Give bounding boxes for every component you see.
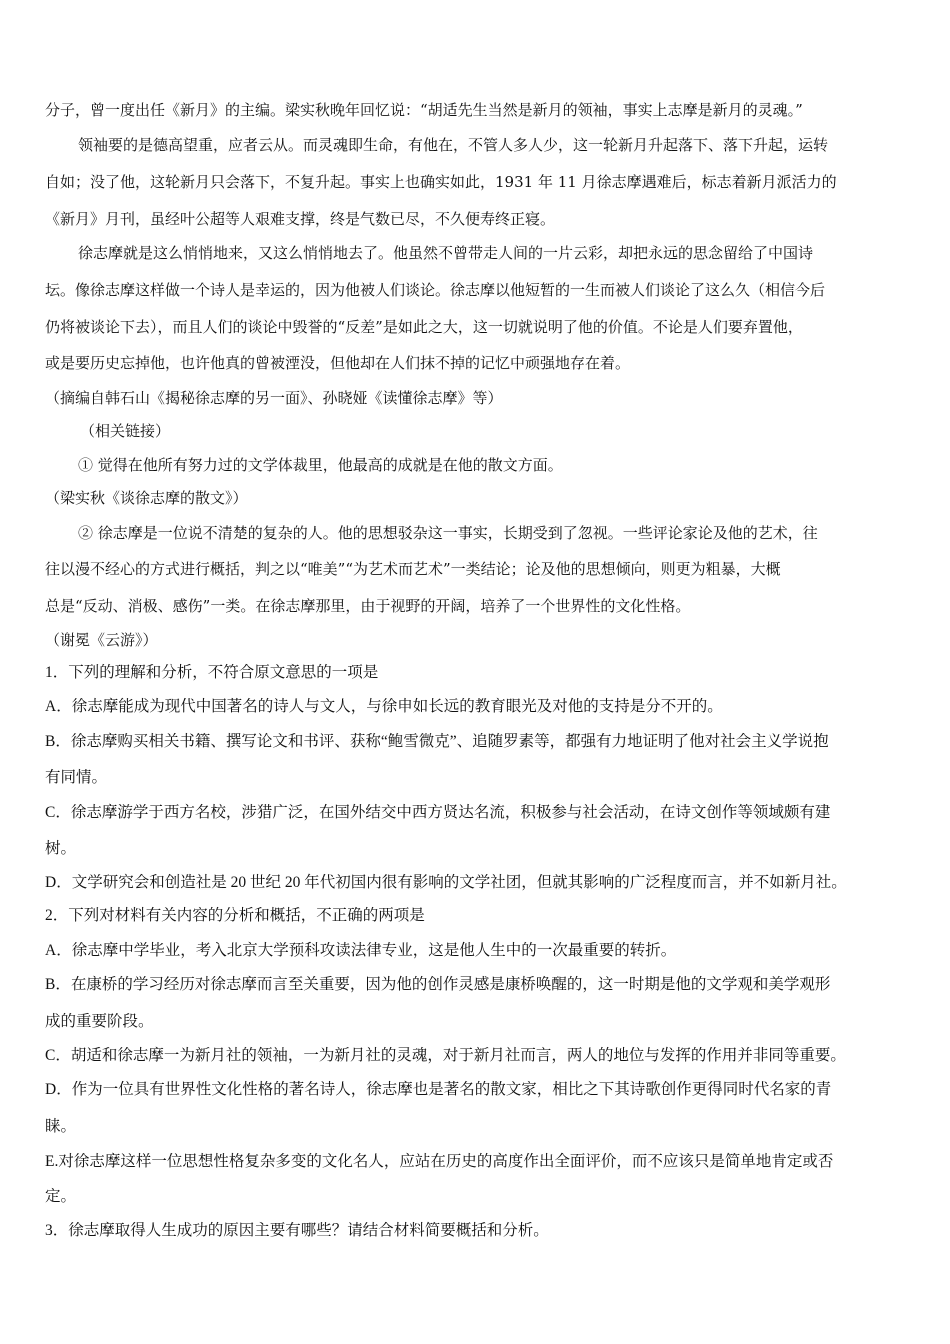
question-2-option-d: 睐。 — [45, 1118, 77, 1135]
related-link-2: 总是“反动、消极、感伤”一类。在徐志摩那里，由于视野的开阔，培养了一个世界性的文化性格。 — [45, 597, 691, 615]
passage-line: 自如；没了他，这轮新月只会落下，不复升起。事实上也确实如此，1931 年 11 月徐志摩遇难后，标志着新月派活力的 — [45, 173, 837, 191]
passage-line: 仍将被谈论下去），而且人们的谈论中毁誉的“反差”是如此之大，这一切就说明了他的价值。不论是人们要弃置他， — [45, 318, 803, 336]
passage-line: 坛。像徐志摩这样做一个诗人是幸运的，因为他被人们谈论。徐志摩以他短暂的一生而被人们谈论了这么久（相信今后 — [45, 281, 826, 299]
question-2-option-e: 定。 — [45, 1188, 77, 1205]
related-link-1-source: （梁实秋《谈徐志摩的散文》） — [45, 489, 248, 507]
question-2-option-d: D．作为一位具有世界性文化性格的著名诗人，徐志摩也是著名的散文家，相比之下其诗歌创作更得同时代名家的青 — [45, 1081, 832, 1098]
passage-line: 徐志摩就是这么悄悄地来，又这么悄悄地去了。他虽然不曾带走人间的一片云彩，却把永远的思念留给了中国诗 — [78, 244, 814, 262]
question-3-stem: 3．徐志摩取得人生成功的原因主要有哪些？请结合材料简要概括和分析。 — [45, 1222, 549, 1239]
question-2-option-b: 成的重要阶段。 — [45, 1013, 154, 1030]
question-1-option-c: C．徐志摩游学于西方名校，涉猎广泛，在国外结交中西方贤达名流，积极参与社会活动，在诗文创作等领域颇有建 — [45, 804, 831, 821]
question-1-stem: 1．下列的理解和分析，不符合原文意思的一项是 — [45, 664, 379, 681]
question-2-option-c: C．胡适和徐志摩一为新月社的领袖，一为新月社的灵魂，对于新月社而言，两人的地位与发挥的作用并非同等重要。 — [45, 1047, 846, 1064]
question-1-option-c: 树。 — [45, 840, 77, 857]
question-2-stem: 2．下列对材料有关内容的分析和概括，不正确的两项是 — [45, 907, 425, 924]
related-link-2-source: （谢冕《云游》） — [45, 631, 158, 649]
question-2-option-b: B．在康桥的学习经历对徐志摩而言至关重要，因为他的创作灵感是康桥唤醒的，这一时期是他的文学观和美学观形 — [45, 976, 831, 993]
question-1-option-b: 有同情。 — [45, 769, 108, 786]
passage-line: 分子，曾一度出任《新月》的主编。梁实秋晚年回忆说：“胡适先生当然是新月的领袖，事实上志摩是新月的灵魂。” — [45, 101, 803, 119]
question-2-option-e: E.对徐志摩这样一位思想性格复杂多变的文化名人，应站在历史的高度作出全面评价，而不应该只是简单地肯定或否 — [45, 1153, 834, 1170]
passage-source: （摘编自韩石山《揭秘徐志摩的另一面》、孙晓娅《读懂徐志摩》等） — [45, 389, 503, 407]
related-link-2: 往以漫不经心的方式进行概括，判之以“唯美”“为艺术而艺术”一类结论；论及他的思想倾向，则更为粗暴，大概 — [45, 560, 781, 578]
passage-line: 或是要历史忘掉他，也许他真的曾被湮没，但他却在人们抹不掉的记忆中顽强地存在着。 — [45, 354, 631, 372]
passage-line: 《新月》月刊，虽经叶公超等人艰难支撑，终是气数已尽，不久便寿终正寝。 — [45, 210, 556, 228]
related-link-2: ② 徐志摩是一位说不清楚的复杂的人。他的思想驳杂这一事实，长期受到了忽视。一些评论家论及他的艺术，往 — [78, 524, 818, 542]
passage-line: 领袖要的是德高望重，应者云从。而灵魂即生命，有他在，不管人多人少，这一轮新月升起落下、落下升起，运转 — [78, 136, 829, 154]
related-link-1: ① 觉得在他所有努力过的文学体裁里，他最高的成就是在他的散文方面。 — [78, 456, 563, 474]
question-1-option-a: A．徐志摩能成为现代中国著名的诗人与文人，与徐申如长远的教育眼光及对他的支持是分不开的。 — [45, 698, 723, 715]
question-2-option-a: A．徐志摩中学毕业，考入北京大学预科攻读法律专业，这是他人生中的一次最重要的转折。 — [45, 942, 677, 959]
question-1-option-b: B．徐志摩购买相关书籍、撰写论文和书评、获称“鲍雪微克”、追随罗素等，都强有力地证明了他对社会主义学说抱 — [45, 733, 829, 750]
question-1-option-d: D．文学研究会和创造社是 20 世纪 20 年代初国内很有影响的文学社团，但就其影响的广泛程度而言，并不如新月社。 — [45, 874, 847, 891]
related-links-title: （相关链接） — [80, 422, 171, 440]
